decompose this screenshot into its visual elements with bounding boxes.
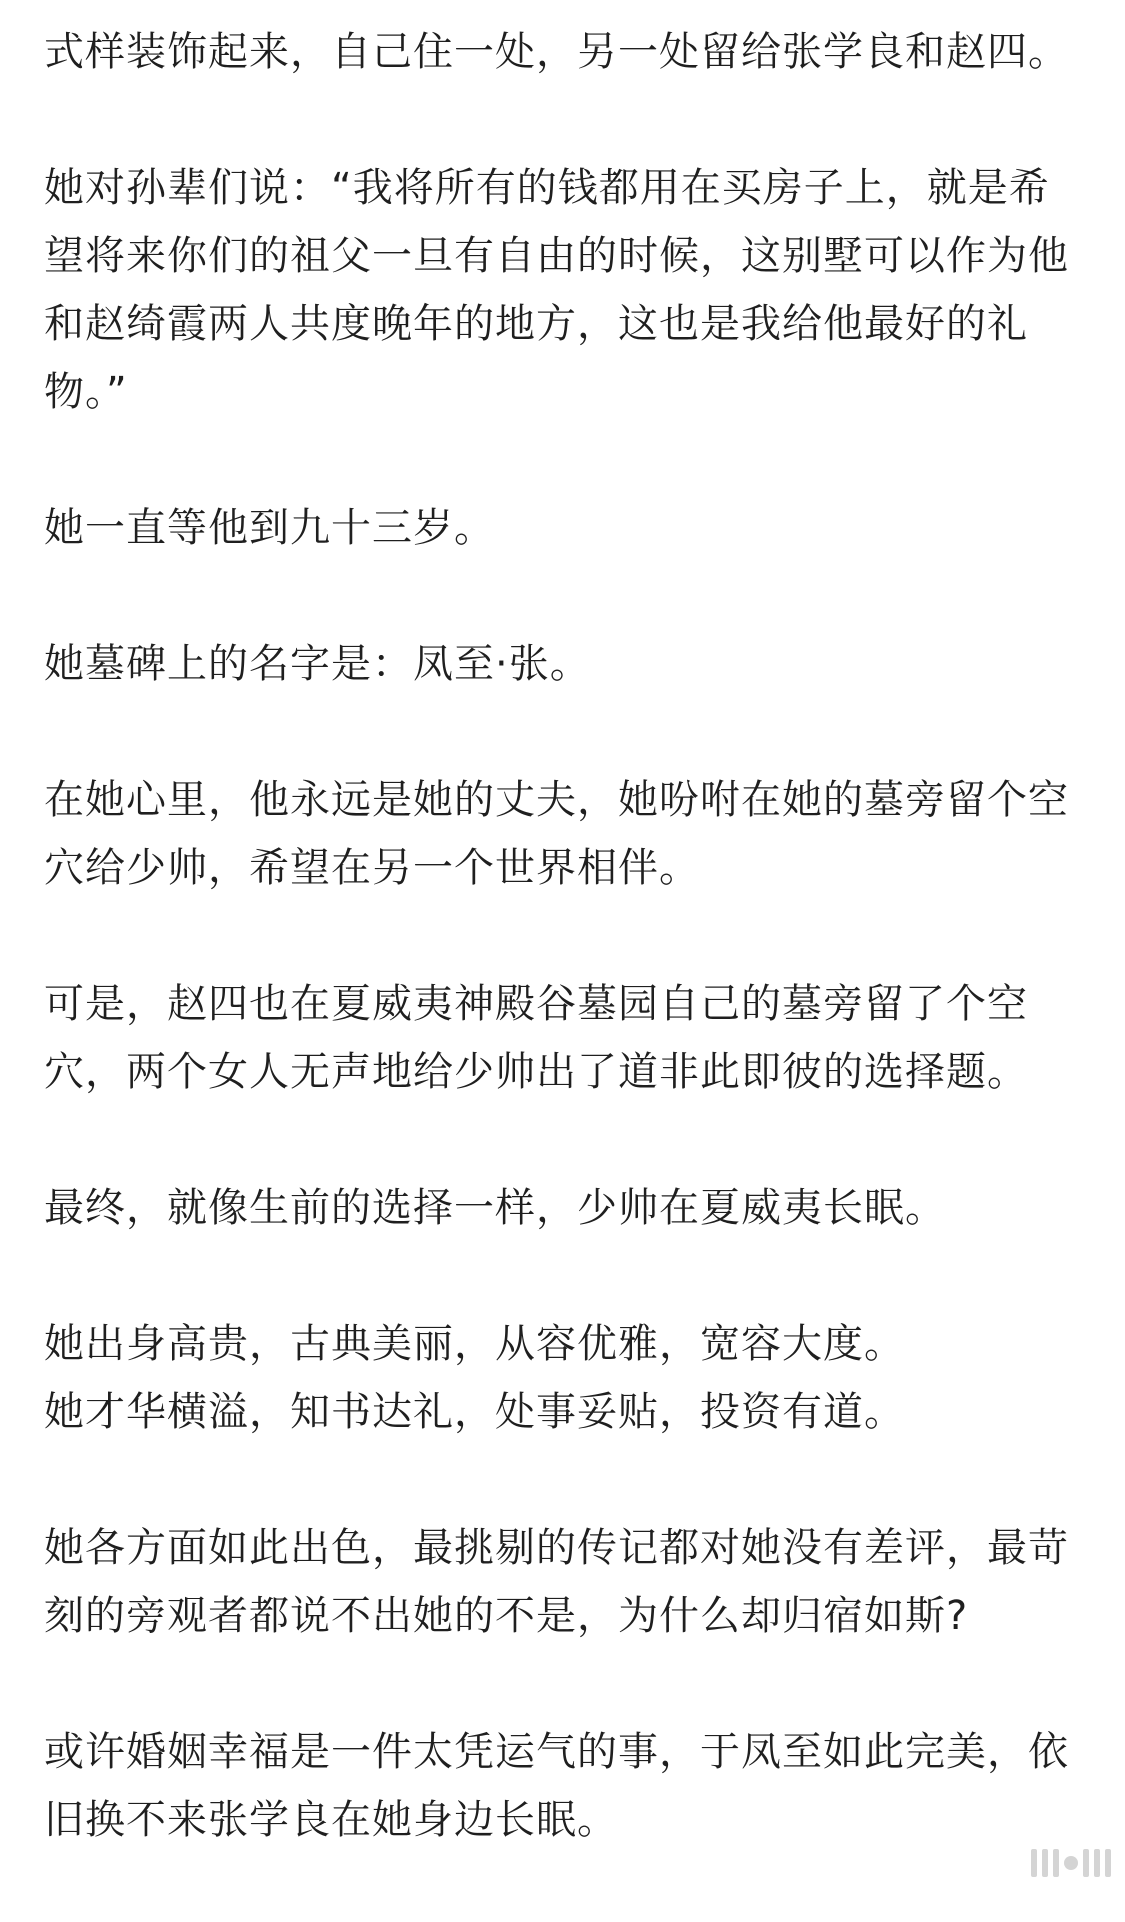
paragraph-4: 她墓碑上的名字是：凤至·张。 xyxy=(44,641,591,687)
paragraph-7: 最终，就像生前的选择一样，少帅在夏威夷长眠。 xyxy=(44,1185,946,1231)
article-body xyxy=(44,18,1089,1922)
paragraph-2: 她对孙辈们说：“我将所有的钱都用在买房子上，就是希望将来你们的祖父一旦有自由的时候，这别墅可以作为他和赵绮霞两人共度晚年的地方，这也是我给他最好的礼物。” xyxy=(44,165,1069,415)
paragraph-11: 或许婚姻幸福是一件太凭运气的事，于凤至如此完美，依旧换不来张学良在她身边长眠。 xyxy=(44,1729,1069,1843)
paragraph-6: 可是，赵四也在夏威夷神殿谷墓园自己的墓旁留了个空穴，两个女人无声地给少帅出了道非此即彼的选择题。 xyxy=(44,981,1028,1095)
watermark-logo-icon xyxy=(1001,1846,1111,1880)
paragraph-3: 她一直等他到九十三岁。 xyxy=(44,505,495,551)
paragraph-8: 她出身高贵，古典美丽，从容优雅，宽容大度。 xyxy=(44,1321,905,1367)
paragraph-9: 她才华横溢，知书达礼，处事妥贴，投资有道。 xyxy=(44,1389,905,1435)
paragraph-5: 在她心里，他永远是她的丈夫，她吩咐在她的墓旁留个空穴给少帅，希望在另一个世界相伴。 xyxy=(44,777,1069,891)
paragraph-10: 她各方面如此出色，最挑剔的传记都对她没有差评，最苛刻的旁观者都说不出她的不是，为什么却归宿如斯? xyxy=(44,1525,1069,1639)
paragraph-1: 式样装饰起来，自己住一处，另一处留给张学良和赵四。 xyxy=(44,29,1069,75)
